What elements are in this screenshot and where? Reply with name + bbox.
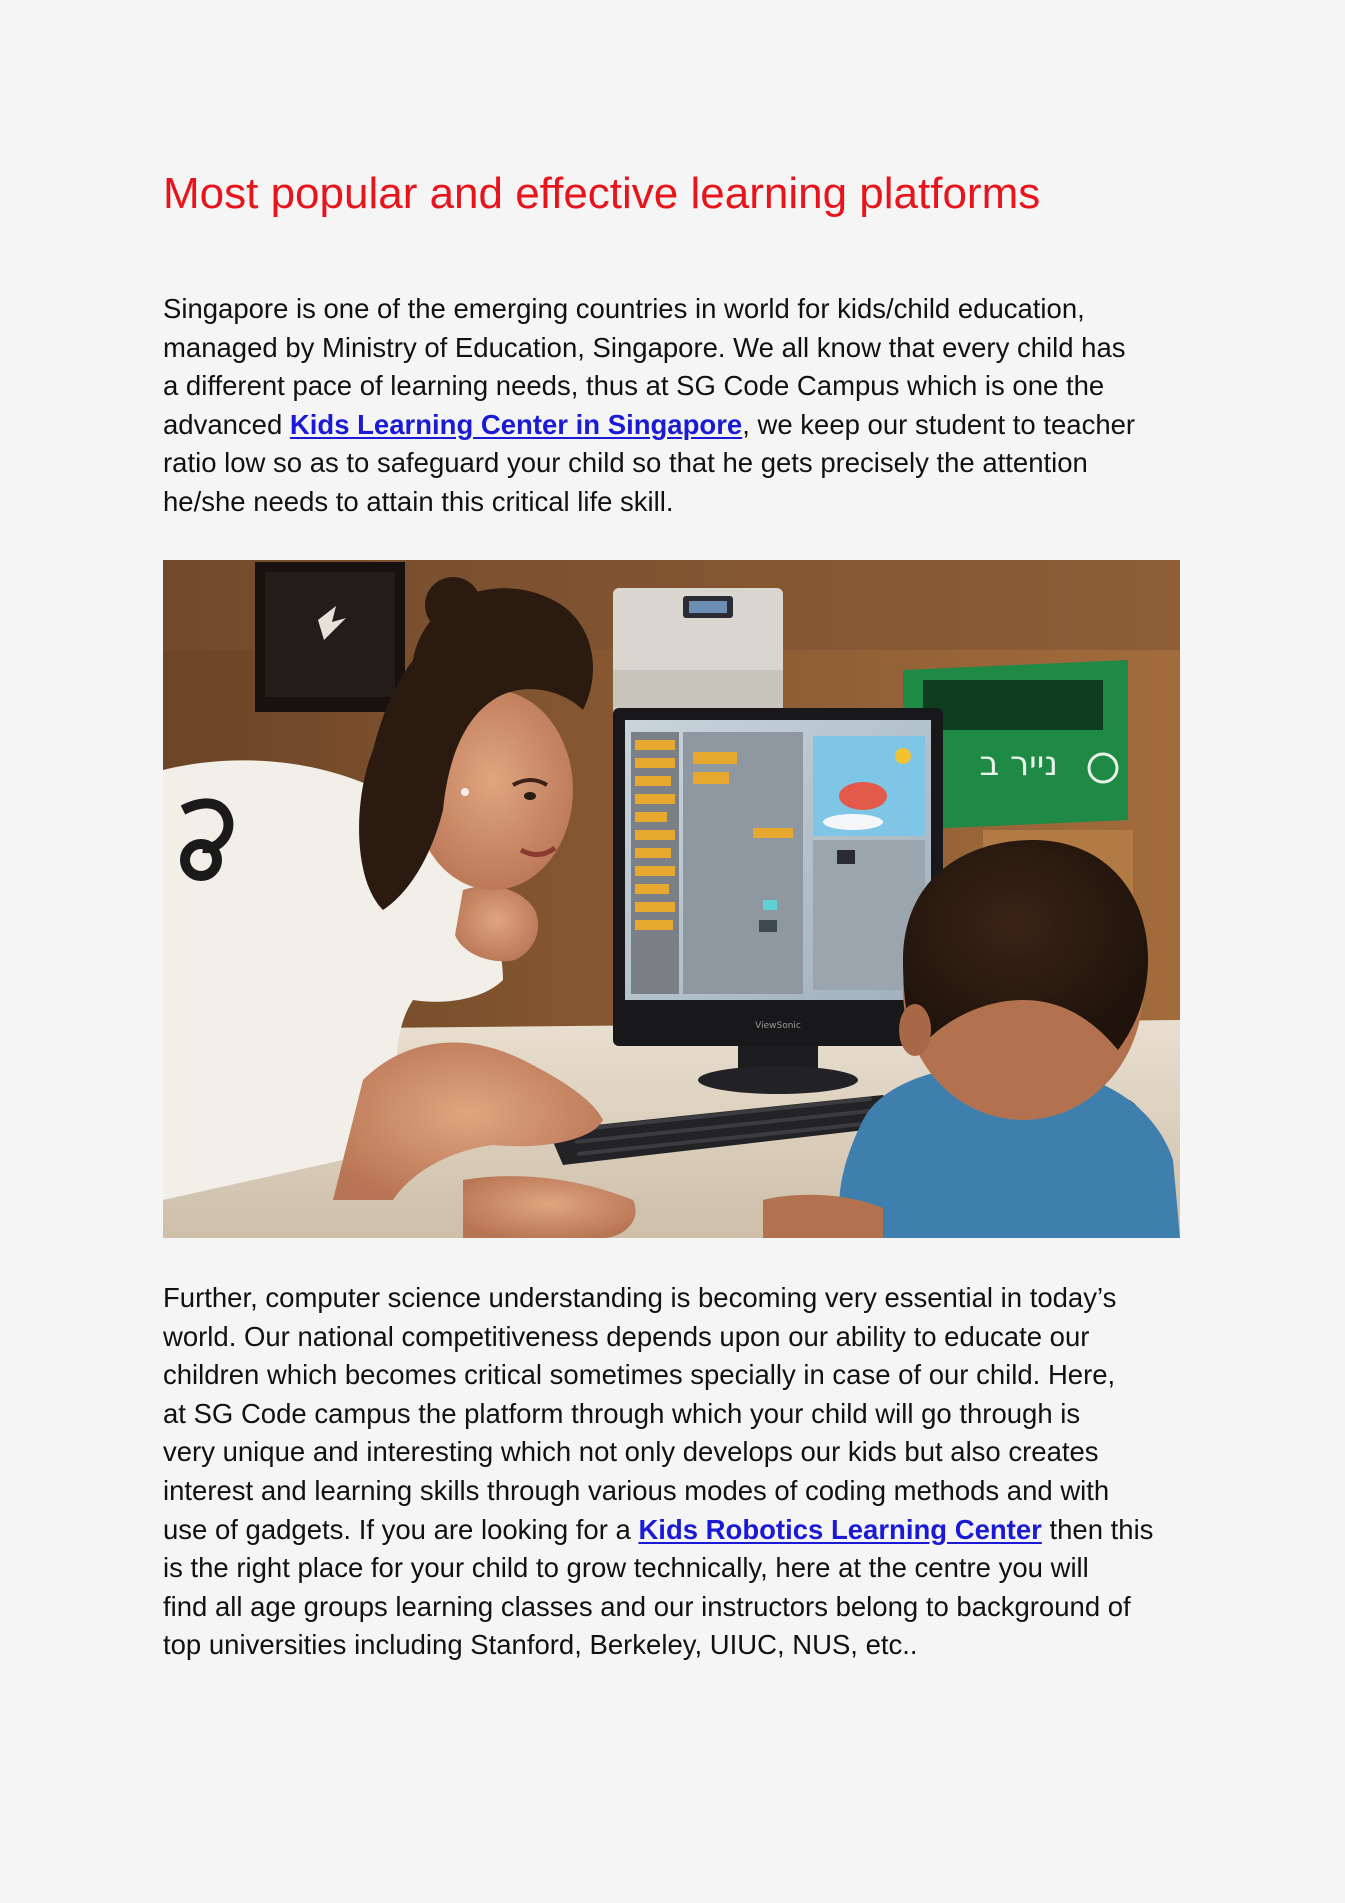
page-title: Most popular and effective learning platforms (163, 169, 1041, 218)
intro-link-suffix: , we keep our student to teacher (742, 408, 1136, 440)
body-line-2: world. Our national competitiveness depends upon our ability to educate our (163, 1320, 1090, 1352)
kids-robotics-learning-center-link[interactable]: Kids Robotics Learning Center (638, 1513, 1042, 1545)
intro-line-3: a different pace of learning needs, thus at SG Code Campus which is one the (163, 370, 1105, 402)
body-line-10: top universities including Stanford, Berkeley, UIUC, NUS, etc.. (163, 1629, 918, 1661)
body-link-suffix: then this (1041, 1513, 1154, 1545)
monitor-brand: ViewSonic (755, 1021, 801, 1031)
body-line-1: Further, computer science understanding is becoming very essential in today’s (163, 1282, 1117, 1313)
intro-paragraph (163, 290, 1183, 522)
intro-line-2: managed by Ministry of Education, Singapore. We all know that every child has (163, 331, 1126, 363)
bin-label: נייר ב (979, 744, 1058, 784)
classroom-photo-illustration (163, 560, 1180, 1238)
body-line-5: very unique and interesting which not only develops our kids but also creates (163, 1436, 1099, 1468)
kids-learning-center-link[interactable]: Kids Learning Center in Singapore (289, 408, 743, 440)
intro-line-5: ratio low so as to safeguard your child so that he gets precisely the attention (163, 447, 1088, 479)
body-line-8: is the right place for your child to grow technically, here at the centre you will (163, 1552, 1089, 1584)
intro-line-6: he/she needs to attain this critical life skill. (163, 485, 674, 517)
body-line-6: interest and learning skills through various modes of coding methods and with (163, 1474, 1110, 1506)
body-line-4: at SG Code campus the platform through which your child will go through is (163, 1397, 1081, 1429)
body-paragraph (163, 1279, 1183, 1665)
classroom-photo (163, 560, 1180, 1238)
body-line-9: find all age groups learning classes and our instructors belong to background of (163, 1590, 1131, 1622)
body-link-prefix: use of gadgets. If you are looking for a (163, 1513, 639, 1545)
intro-line-4 (163, 406, 1183, 445)
body-line-3: children which becomes critical sometimes specially in case of our child. Here, (163, 1359, 1116, 1391)
intro-line-1: Singapore is one of the emerging countries in world for kids/child education, (163, 293, 1085, 324)
body-line-7 (163, 1511, 1183, 1550)
intro-link-prefix: advanced (163, 408, 290, 440)
